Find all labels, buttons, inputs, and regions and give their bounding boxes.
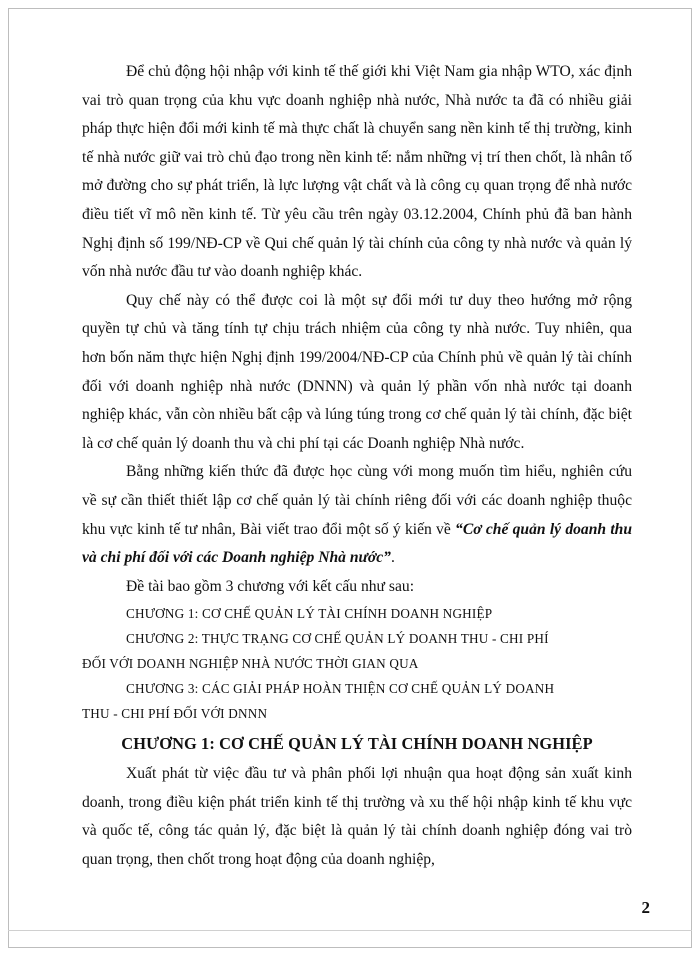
chapter-3-line-cont: THU - CHI PHÍ ĐỐI VỚI DNNN	[82, 706, 268, 722]
topic-lead-text: Bằng những kiến thức đã được học cùng với mong muốn tìm hiểu, nghiên cứu về sự cần thiết thiết lập cơ chế quản lý tài chính riêng đối với các doanh nghiệp thuộc khu vực kinh tế tư nhân, Bài viết trao đổi một số ý kiến về	[82, 463, 632, 538]
chapter-3-line: CHƯƠNG 3: CÁC GIẢI PHÁP HOÀN THIỆN CƠ CHẾ QUẢN LÝ DOANH	[126, 681, 555, 697]
chapter-1-paragraph: Xuất phát từ việc đầu tư và phân phối lợi nhuận qua hoạt động sản xuất kinh doanh, trong điều kiện phát triển kinh tế thị trường và xu thế hội nhập kinh tế khu vực và quốc tế, công tác quản lý, đặc biệt là quản lý tài chính doanh nghiệp đóng vai trò quan trọng, then chốt trong hoạt động của doanh nghiệp,	[82, 765, 632, 869]
structure-intro: Đề tài bao gồm 3 chương với kết cấu như sau:	[126, 577, 415, 595]
intro-paragraph: Để chủ động hội nhập với kinh tế thế giới khi Việt Nam gia nhập WTO, xác định vai trò quan trọng của khu vực doanh nghiệp nhà nước, Nhà nước ta đã có nhiều giải pháp thực hiện đổi mới kinh tế mà thực chất là chuyển sang nền kinh tế thị trường, kinh tế nhà nước giữ vai trò chủ đạo trong nền kinh tế: nắm những vị trí then chốt, là nhân tố mở đường cho sự phát triển, là lực lượng vật chất và là công cụ quan trọng để nhà nước điều tiết vĩ mô nền kinh tế. Từ yêu cầu trên ngày 03.12.2004, Chính phủ đã ban hành Nghị định số 199/NĐ-CP về Qui chế quản lý tài chính của công ty nhà nước và quản lý vốn nhà nước đầu tư vào doanh nghiệp khác.	[82, 63, 632, 281]
footer-rule	[8, 930, 692, 931]
chapter-1-line: CHƯƠNG 1: CƠ CHẾ QUẢN LÝ TÀI CHÍNH DOANH NGHIỆP	[126, 606, 493, 622]
topic-end: .	[390, 549, 395, 567]
page-content	[82, 58, 632, 875]
chapter-heading: CHƯƠNG 1: CƠ CHẾ QUẢN LÝ TÀI CHÍNH DOANH NGHIỆP	[121, 734, 593, 754]
topic-paragraph	[82, 458, 632, 572]
chapter-2-line-cont: ĐỐI VỚI DOANH NGHIỆP NHÀ NƯỚC THỜI GIAN QUA	[82, 656, 419, 672]
regulation-paragraph: Quy chế này có thể được coi là một sự đổi mới tư duy theo hướng mở rộng quyền tự chủ và tăng tính tự chịu trách nhiệm của công ty nhà nước. Tuy nhiên, qua hơn bốn năm thực hiện Nghị định 199/2004/NĐ-CP của Chính phủ về quản lý tài chính đối với doanh nghiệp nhà nước (DNNN) và quản lý phần vốn nhà nước tại doanh nghiệp khác, vẫn còn nhiều bất cập và lúng túng trong cơ chế quản lý tài chính, đặc biệt là cơ chế quản lý doanh thu và chi phí tại các Doanh nghiệp Nhà nước.	[82, 291, 632, 452]
topic-title: “Cơ chế quản lý doanh thu và chi phí đối với các Doanh nghiệp Nhà nước”	[82, 520, 633, 567]
chapter-2-line: CHƯƠNG 2: THỰC TRẠNG CƠ CHẾ QUẢN LÝ DOANH THU - CHI PHÍ	[126, 631, 549, 647]
page-number: 2	[641, 898, 650, 917]
